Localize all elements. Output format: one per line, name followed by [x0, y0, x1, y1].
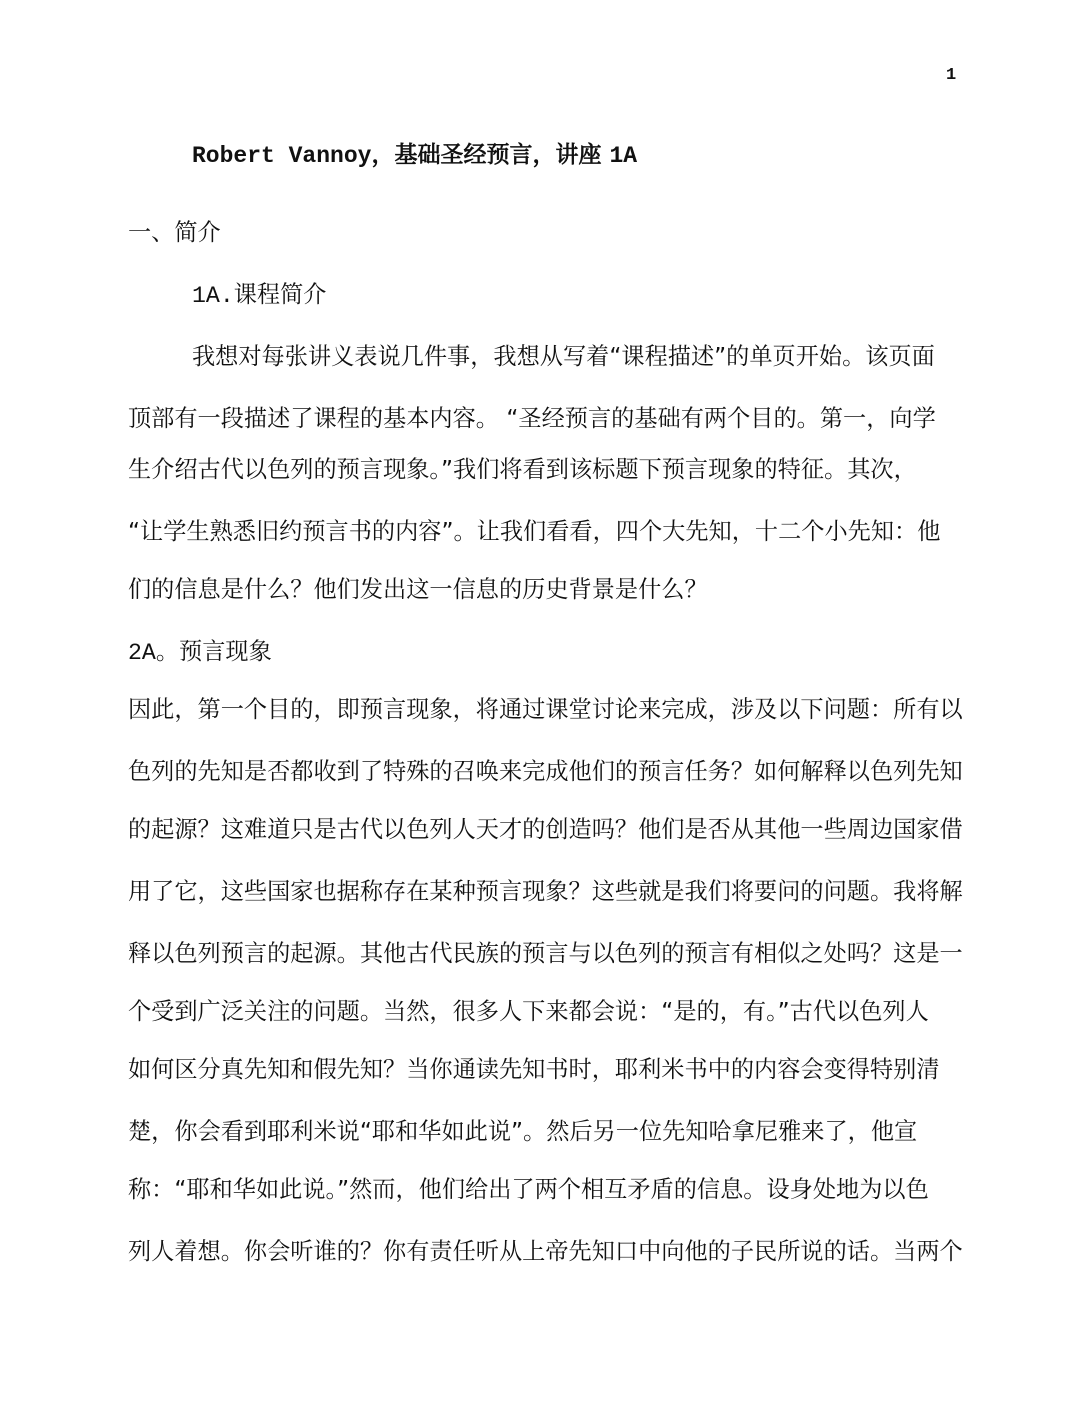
title-text: ，基础圣经预言，讲座 [371, 142, 610, 168]
document-title [192, 136, 637, 169]
paragraph-line: 楚，你会看到耶利米说“耶和华如此说”。然后另一位先知哈拿尼雅来了，他宣 [128, 1118, 918, 1145]
title-author: Robert Vannoy [192, 143, 372, 169]
paragraph-line: 生介绍古代以色列的预言现象。”我们将看到该标题下预言现象的特征。其次， [128, 456, 917, 483]
subsection-heading-prophetic-phenomenon [128, 637, 272, 668]
paragraph-line: 我想对每张讲义表说几件事，我想从写着“课程描述”的单页开始。该页面 [192, 343, 935, 370]
paragraph-line: 因此，第一个目的，即预言现象，将通过课堂讨论来完成，涉及以下问题：所有以 [128, 696, 963, 723]
paragraph-line: 们的信息是什么？他们发出这一信息的历史背景是什么？ [128, 576, 708, 603]
paragraph-line: 顶部有一段描述了课程的基本内容。 “圣经预言的基础有两个目的。第一，向学 [128, 405, 936, 432]
subsection-number: 2A。 [128, 640, 180, 666]
paragraph-line: 色列的先知是否都收到了特殊的召唤来完成他们的预言任务？如何解释以色列先知 [128, 758, 963, 785]
paragraph-line: 列人着想。你会听谁的？你有责任听从上帝先知口中向他的子民所说的话。当两个 [128, 1238, 963, 1265]
paragraph-line: “让学生熟悉旧约预言书的内容”。让我们看看，四个大先知，十二个小先知：他 [128, 518, 941, 545]
section-heading-introduction: 一、简介 [128, 219, 221, 246]
subsection-label: 课程简介 [233, 281, 327, 308]
subsection-label: 预言现象 [179, 638, 272, 665]
paragraph-line: 个受到广泛关注的问题。当然，很多人下来都会说：“是的，有。”古代以色列人 [128, 998, 929, 1025]
subsection-number: 1A. [192, 283, 234, 309]
paragraph-line: 称：“耶和华如此说。”然而，他们给出了两个相互矛盾的信息。设身处地为以色 [128, 1176, 929, 1203]
paragraph-line: 的起源？这难道只是古代以色列人天才的创造吗？他们是否从其他一些周边国家借 [128, 816, 963, 843]
paragraph-line: 释以色列预言的起源。其他古代民族的预言与以色列的预言有相似之处吗？这是一 [128, 940, 963, 967]
page-number: 1 [946, 66, 957, 85]
subsection-heading-course-intro [192, 280, 327, 311]
title-code: 1A [609, 143, 638, 169]
paragraph-line: 用了它，这些国家也据称存在某种预言现象？这些就是我们将要问的问题。我将解 [128, 878, 963, 905]
paragraph-line: 如何区分真先知和假先知？当你通读先知书时，耶利米书中的内容会变得特别清 [128, 1056, 940, 1083]
